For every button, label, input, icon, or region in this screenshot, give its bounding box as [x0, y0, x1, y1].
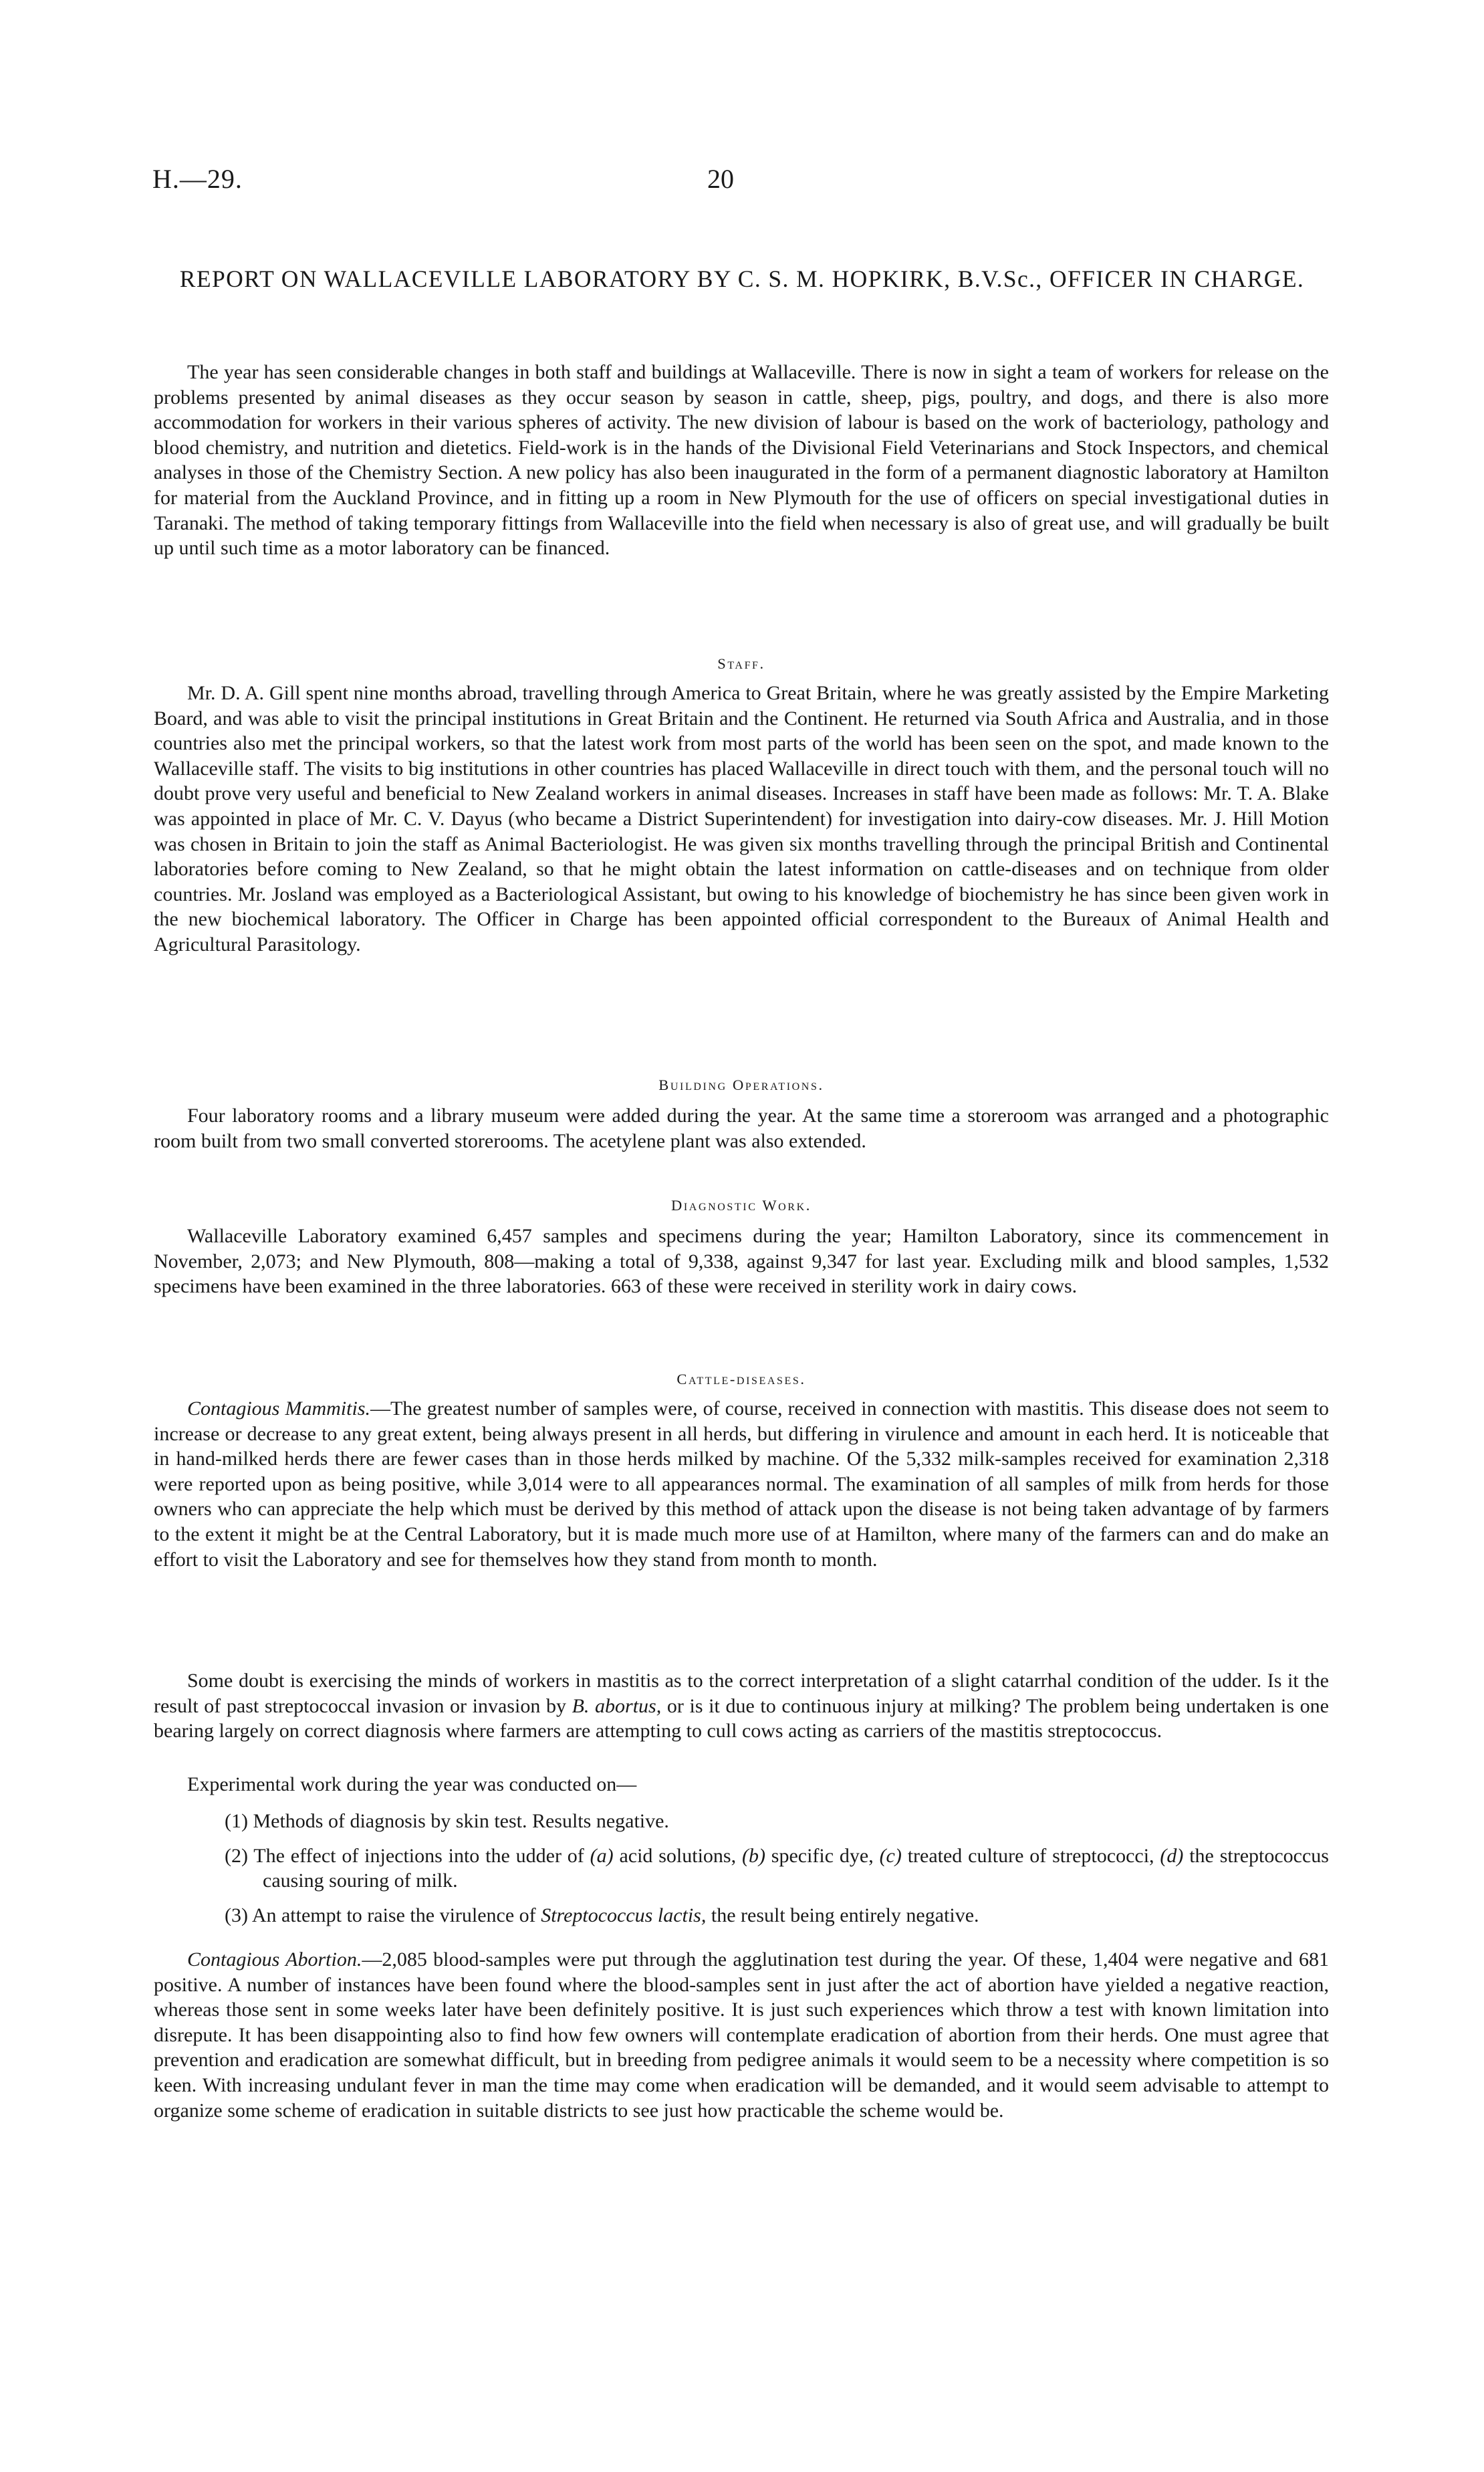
doubt-section: [154, 1668, 1329, 1744]
doubt-paragraph: [154, 1668, 1329, 1744]
staff-section: [154, 681, 1329, 958]
intro-paragraph: The year has seen considerable changes in both staff and buildings at Wallaceville. There is now in sight a team of workers for release on the problems presented by animal diseases as they occur season by season in cattle, sheep, pigs, poultry, and dogs, and there is also more accommodation for workers in their various spheres of activity. The new division of labour is based on the work of bacteriology, pathology and blood chemistry, and nutrition and dietetics. Field-work is in the hands of the Divisional Field Veterinarians and Stock Inspectors, and chemical analyses in those of the Chemistry Section. A new policy has also been inaugurated in the form of a permanent diagnostic laboratory at Hamilton for material from the Auckland Province, and in fitting up a room in New Plymouth for the use of officers on special investigational duties in Taranaki. The method of taking temporary fittings from Wallaceville into the field when necessary is also of great use, and will gradually be built up until such time as a motor laboratory can be financed.: [154, 361, 1329, 560]
diagnostic-heading: Diagnostic Work.: [671, 1197, 812, 1214]
list-item: [225, 1843, 1329, 1894]
experiment-list: [225, 1809, 1329, 1928]
item2-d: (d): [1160, 1844, 1184, 1867]
item2-c: (c): [879, 1844, 902, 1867]
document-reference: H.—29.: [152, 164, 243, 194]
abortion-paragraph: [154, 1947, 1329, 2123]
item2-b: (b): [741, 1844, 765, 1867]
list-item: [225, 1903, 1329, 1928]
item3-text: the result being entirely negative.: [706, 1904, 979, 1926]
item2-text: acid solutions,: [613, 1844, 742, 1867]
mammitis-text: —The greatest number of samples were, of course, received in connection with mastitis. This disease does not seem to increase or decrease to any great extent, being always present in all herds, but differing in virulence and amount in each herd. It is noticeable that in hand-milked herds there are fewer cases than in those herds milked by machine. Of the 5,332 milk-samples received for examination 2,318 were reported upon as being positive, while 3,014 were to all appearances normal. The examination of all samples of milk from herds for those owners who can appreciate the help which must be derived by this method of attack upon the disease is not being taken advantage of by farmers to the extent it might be at the Central Laboratory, but it is made much more use of at Hamilton, where many of the farmers can and do make an effort to visit the Laboratory and see for themselves how they stand from month to month.: [154, 1397, 1330, 1571]
report-title: REPORT ON WALLACEVILLE LABORATORY BY C. S. M. HOPKIRK, B.V.Sc., OFFICER IN CHARGE.: [179, 265, 1305, 292]
building-paragraph: Four laboratory rooms and a library museum were added during the year. At the same time a storeroom was arranged and a photographic room built from two small converted storerooms. The acetylene plant was also extended.: [154, 1105, 1329, 1152]
cattle-heading: Cattle-diseases.: [676, 1371, 806, 1387]
staff-paragraph: Mr. D. A. Gill spent nine months abroad, travelling through America to Great Britain, where he was greatly assisted by the Empire Marketing Board, and was able to visit the principal institutions in Great Britain and the Continent. He returned via South Africa and Australia, and in those countries also met the principal workers, so that the latest work from most parts of the world has been seen on the spot, and made known to the Wallaceville staff. The visits to big institutions in other countries has placed Wallaceville in direct touch with them, and the personal touch will no doubt prove very useful and beneficial to New Zealand workers in animal diseases. Increases in staff have been made as follows: Mr. T. A. Blake was appointed in place of Mr. C. V. Dayus (who became a District Superintendent) for investigation into dairy-cow diseases. Mr. J. Hill Motion was chosen in Britain to join the staff as Animal Bacteriologist. He was given six months travelling through the principal British and Continental laboratories before coming to New Zealand, so that he might obtain the latest information on cattle-diseases and on technique from older countries. Mr. Josland was employed as a Bacteriological Assistant, but owing to his knowledge of biochemistry he has since been given work in the new biochemical laboratory. The Officer in Charge has been appointed official correspondent to the Bureaux of Animal Health and Agricultural Parasitology.: [154, 682, 1329, 956]
abortion-text: —2,085 blood-samples were put through the agglutination test during the year. Of these, 1,404 were negative and 681 positive. A number of instances have been found where the blood-samples sent in just after the act of abortion have yielded a negative reaction, whereas those sent in some weeks later have been definitely positive. It is just such experiences which throw a test with known limitation into disrepute. It has been disappointing also to find how few owners will contemplate eradication of abortion from their herds. One must agree that prevention and eradication are somewhat difficult, but in breeding from pedigree animals it would seem to be a necessity where competition is so keen. With increasing undulant fever in man the time may come when eradication will be demanded, and it would seem advisable to attempt to organize some scheme of eradication in suitable districts to see just how practicable the scheme would be.: [154, 1948, 1330, 2122]
abortion-section: [154, 1947, 1329, 2123]
intro-section: [154, 360, 1329, 561]
item3-text: (3) An attempt to raise the virulence of: [225, 1904, 541, 1926]
item2-text: specific dye,: [765, 1844, 880, 1867]
page-number: 20: [707, 164, 734, 194]
experimental-intro: Experimental work during the year was conducted on—: [187, 1773, 637, 1795]
mammitis-paragraph: [154, 1396, 1329, 1572]
item2-text: the streptococcus causing souring of milk.: [263, 1844, 1329, 1892]
item2-text: treated culture of streptococci,: [901, 1844, 1160, 1867]
mammitis-lead: Contagious Mammitis.: [187, 1397, 370, 1420]
list-item: (1) Methods of diagnosis by skin test. Results negative.: [225, 1810, 669, 1832]
doubt-italic: B. abortus,: [572, 1694, 662, 1717]
building-heading: Building Operations.: [658, 1077, 824, 1093]
experimental-section: [154, 1772, 1329, 1797]
item3-italic: Streptococcus lactis,: [541, 1904, 707, 1926]
diagnostic-section: [154, 1224, 1329, 1299]
item2-text: (2) The effect of injections into the udder of: [225, 1844, 590, 1867]
item2-a: (a): [590, 1844, 614, 1867]
doubt-text-b: or is it due to continuous injury at milking? The problem being undertaken is one bearing largely on correct diagnosis where farmers are attempting to cull cows acting as carriers of the mastitis streptococcus.: [154, 1694, 1330, 1743]
diagnostic-paragraph: Wallaceville Laboratory examined 6,457 samples and specimens during the year; Hamilton Laboratory, since its commencement in November, 2,073; and New Plymouth, 808—making a total of 9,338, against 9,347 for last year. Excluding milk and blood samples, 1,532 specimens have been examined in the three laboratories. 663 of these were received in sterility work in dairy cows.: [154, 1225, 1329, 1298]
mammitis-section: [154, 1396, 1329, 1572]
building-section: [154, 1103, 1329, 1153]
doubt-text-a: Some doubt is exercising the minds of workers in mastitis as to the correct interpretation of a slight catarrhal condition of the udder. Is it the result of past streptococcal invasion or invasion by: [154, 1670, 1329, 1717]
staff-heading: Staff.: [717, 655, 765, 672]
abortion-lead: Contagious Abortion.: [187, 1948, 362, 1971]
